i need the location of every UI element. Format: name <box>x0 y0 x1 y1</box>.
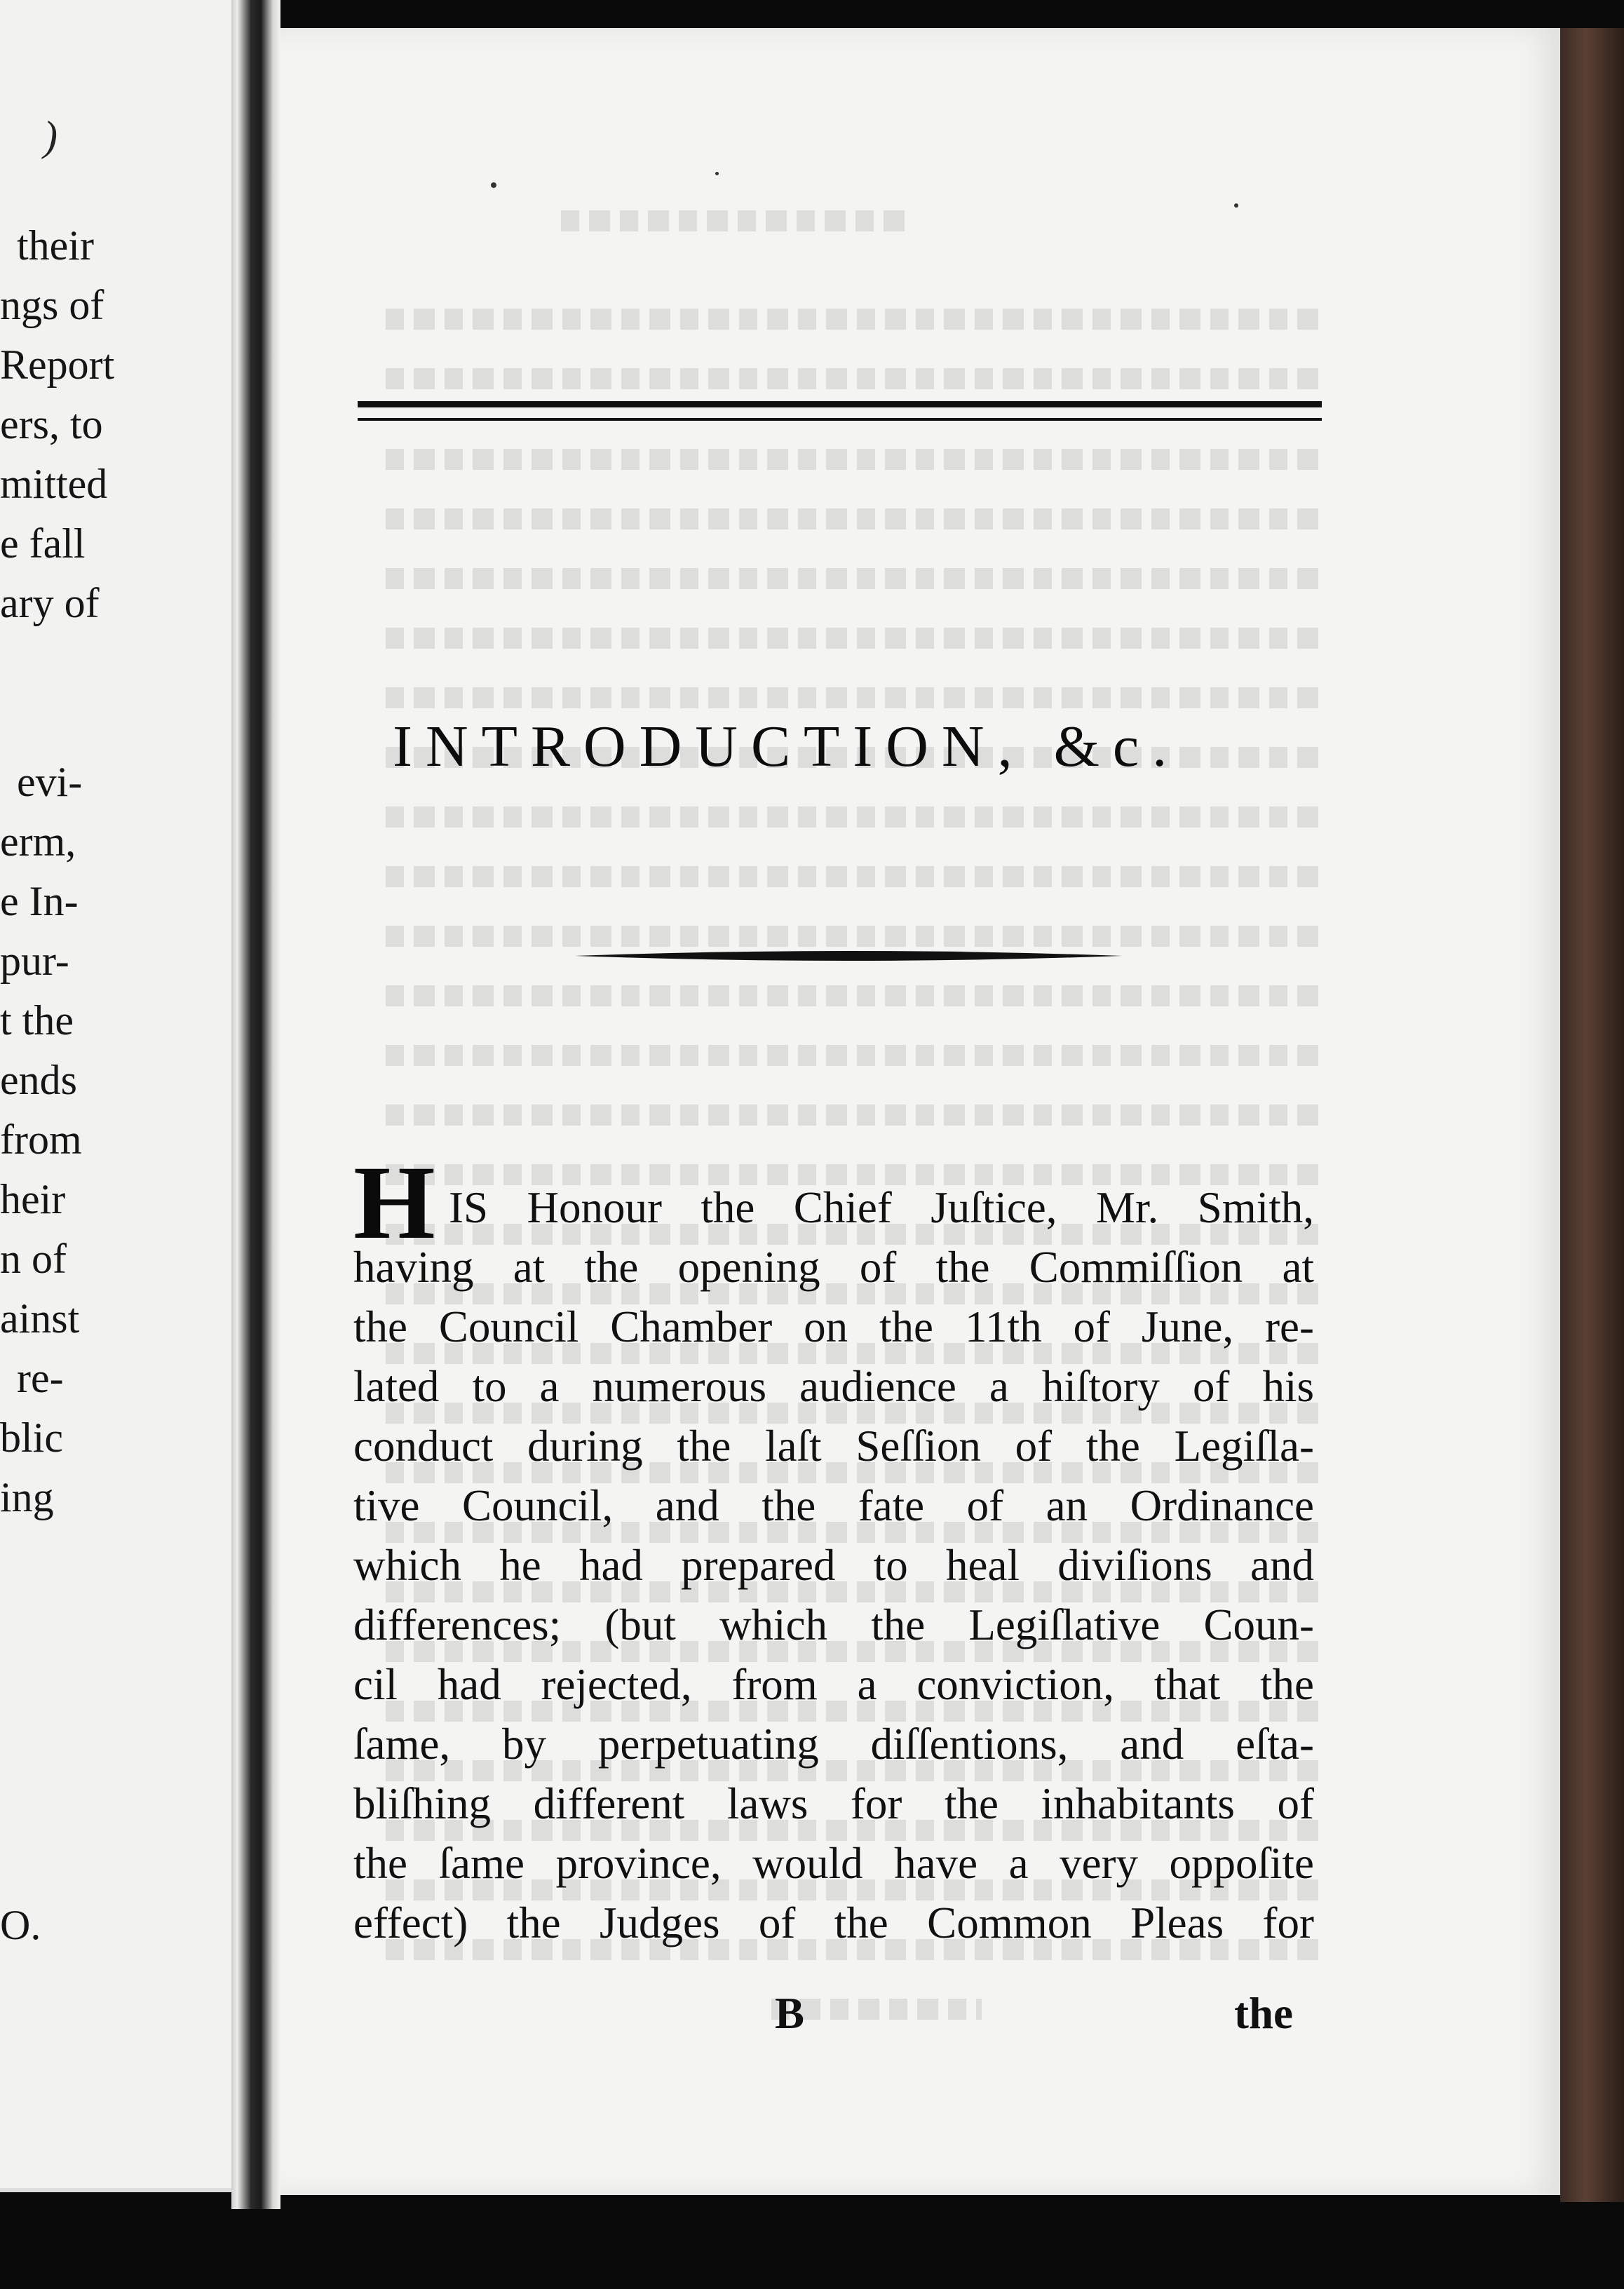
left-line-fragment: heir <box>0 1176 66 1222</box>
text-line: having at the opening of the Commiſſion at <box>353 1243 1314 1292</box>
text-line: lated to a numerous audience a hiſtory of his <box>353 1362 1314 1411</box>
left-line-fragment: from <box>0 1116 82 1163</box>
drop-cap: H <box>353 1144 435 1261</box>
text-line: IS Honour the Chief Juſtice, Mr. Smith, <box>449 1183 1314 1232</box>
body-text <box>353 1238 1314 1953</box>
left-line-fragment: ary of <box>0 580 100 626</box>
paper-speck <box>1234 203 1238 208</box>
text-line: the ſame province, would have a very oppoſite <box>353 1839 1314 1888</box>
paper-speck <box>715 172 719 175</box>
text-line: bliſhing different laws for the inhabitants of <box>353 1779 1314 1828</box>
page-heading: INTRODUCTION, &c. <box>393 714 1181 780</box>
previous-page-fragment <box>0 0 231 2192</box>
left-line-fragment: ers, to <box>0 401 103 447</box>
left-line-fragment: evi- <box>17 759 83 805</box>
text-line: differences; (but which the Legiſlative Coun- <box>353 1600 1314 1649</box>
left-line-fragment: Report <box>0 342 115 388</box>
ink-mark: ) <box>43 113 57 159</box>
left-line-fragment: ing <box>0 1474 54 1520</box>
left-line-fragment: e fall <box>0 520 86 567</box>
text-line: effect) the Judges of the Common Pleas for <box>353 1898 1314 1947</box>
text-line: cil had rejected, from a conviction, that the <box>353 1660 1314 1709</box>
left-line-fragment: mitted <box>0 461 108 507</box>
book-gutter <box>231 0 280 2209</box>
left-line-fragment: blic <box>0 1414 63 1461</box>
left-line-fragment: O. <box>0 1902 41 1948</box>
text-line: which he had prepared to heal diviſions and <box>353 1541 1314 1590</box>
text-line: tive Council, and the fate of an Ordinance <box>353 1481 1314 1530</box>
left-line-fragment: their <box>17 222 94 269</box>
signature-mark: B <box>775 1989 805 2038</box>
left-line-fragment: erm, <box>0 818 76 865</box>
double-rule-thin <box>358 418 1322 421</box>
text-line: the Council Chamber on the 11th of June, re- <box>353 1302 1314 1351</box>
book-fore-edge <box>1560 28 1624 2202</box>
left-line-fragment: n of <box>0 1236 67 1282</box>
double-rule-thick <box>358 401 1322 407</box>
left-line-fragment: e In- <box>0 878 79 924</box>
left-line-fragment: pur- <box>0 938 69 984</box>
swelled-rule-ornament <box>575 949 1122 963</box>
text-line: conduct during the laſt Seſſion of the Legiſla- <box>353 1422 1314 1471</box>
paper-speck <box>491 182 496 188</box>
catchword: the <box>1234 1989 1293 2038</box>
book-page <box>280 28 1564 2195</box>
first-line <box>449 1178 1314 1238</box>
left-line-fragment: ngs of <box>0 282 104 328</box>
left-line-fragment: ainst <box>0 1295 80 1342</box>
left-line-fragment: ends <box>0 1057 77 1103</box>
left-line-fragment: re- <box>17 1355 64 1401</box>
left-line-fragment: t the <box>0 997 74 1044</box>
text-line: ſame, by perpetuating diſſentions, and eſta- <box>353 1720 1314 1769</box>
